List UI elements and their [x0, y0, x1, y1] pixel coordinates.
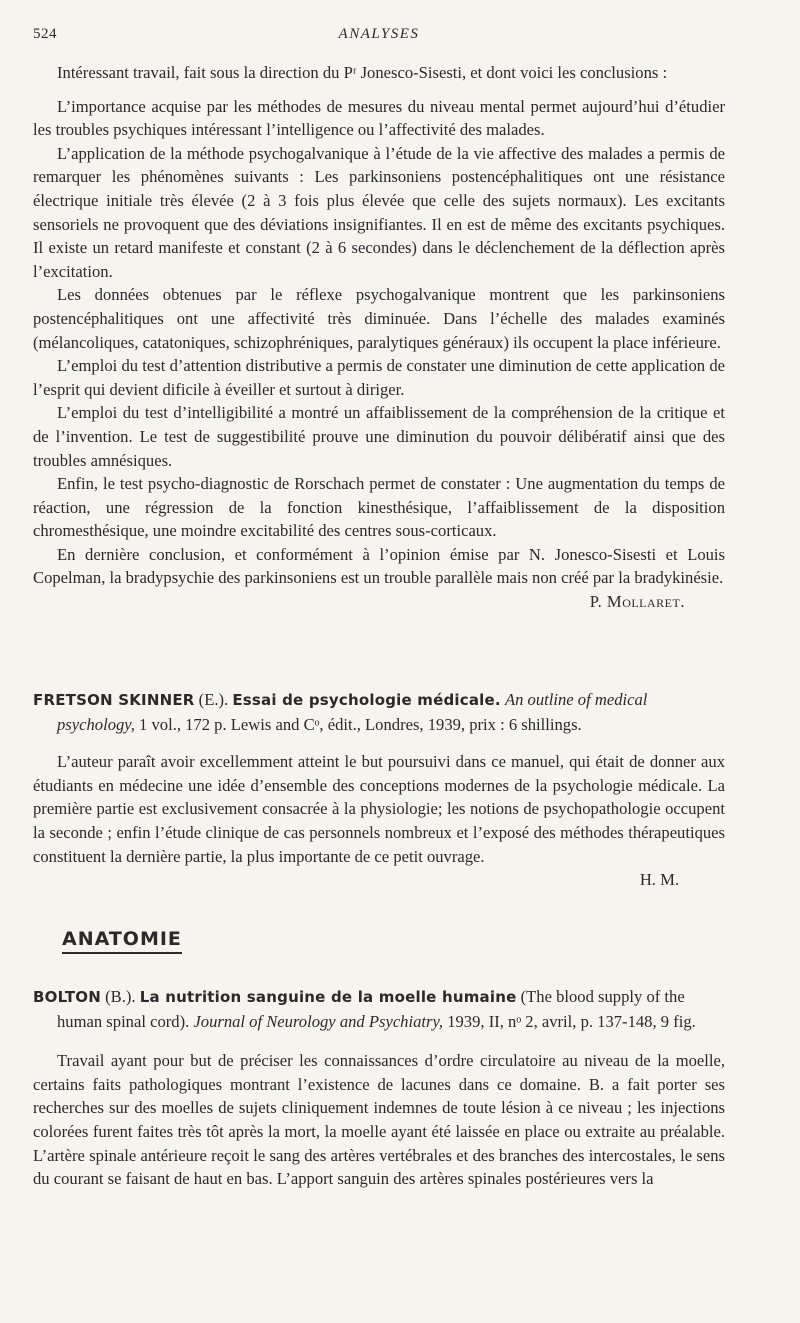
- review-author-initial: (B.).: [101, 987, 140, 1006]
- review-body: L’auteur paraît avoir excellemment atteint le but poursuivi dans ce manuel, qui était de donner aux étudiants en médecine une idée d’ensemble des conceptions modernes de la psychologie médicale. La première partie est exclusivement consacrée à la physiologie; les notions de psychopathologie occupent la seconde ; enfin l’étude clinique de cas personnels nombreux et l’exposé des méthodes thérapeutiques constituent la dernière partie, la plus importante de ce petit ouvrage.: [33, 752, 725, 866]
- review-body: Travail ayant pour but de préciser les connaissances d’ordre circulatoire au niveau de la moelle, certains faits pathologiques montrant l’existence de lacunes dans ce domaine. B. a fait porter ses recherches sur des moelles de sujets cliniquement indemnes de toute lésion à ce niveau ; les injections colorées furent faites très tôt après la mort, la moelle ayant été laissée en place ou extraite au préalable. L’artère spinale antérieure reçoit le sang des artères vertébrales et des branches des intercostales, le sens du courant se faisant de haut en bas. L’apport sanguin des artères spinales postérieures vers la: [33, 1051, 725, 1189]
- review-author: BOLTON: [33, 988, 101, 1006]
- paragraph: L’importance acquise par les méthodes de mesures du niveau mental permet aujourd’hui d’étudier les troubles psychiques intéressant l’intelligence ou l’affectivité des malades.: [33, 96, 725, 140]
- review-details: 1 vol., 172 p. Lewis and Cᵒ, édit., Londres, 1939, prix : 6 shillings.: [134, 714, 582, 734]
- review-title: Essai de psychologie médicale.: [232, 691, 501, 709]
- paragraph: En dernière conclusion, et conformément à l’opinion émise par N. Jonesco-Sisesti et Louis Copelman, la bradypsychie des parkinsoniens est un trouble parallèle mais non créé par la bradykinésie.: [33, 544, 725, 588]
- review-author-initial: (E.).: [194, 690, 233, 709]
- review-citation: [33, 688, 725, 736]
- review-author: FRETSON SKINNER: [33, 691, 195, 709]
- running-title: ANALYSES: [338, 26, 420, 42]
- signature-line: [33, 868, 725, 892]
- review-title: La nutrition sanguine de la moelle humaine: [139, 988, 517, 1006]
- running-header: [33, 26, 725, 46]
- reviewer-signature: H. M.: [639, 870, 679, 890]
- review-citation: [33, 985, 725, 1033]
- paragraph: Enfin, le test psycho-diagnostic de Rorschach permet de constater : Une augmentation du temps de réaction, une régression de la fonction kinesthésique, l’affaiblissement de la disposition chromesthésique, une moindre excitabilité des centres sous-corticaux.: [33, 474, 725, 541]
- paragraph: L’emploi du test d’attention distributive a permis de constater une diminution de cette application de l’esprit qui devient dificile à éveiller et surtout à diriger.: [33, 356, 725, 399]
- reviewer-signature: P. Mollaret.: [589, 592, 685, 612]
- review-original-title: An outline of medical psychology,: [57, 690, 648, 734]
- conclusions-block: [33, 61, 725, 614]
- paragraph: L’emploi du test d’intelligibilité a montré un affaiblissement de la compréhension de la critique et de l’invention. Le test de suggestibilité prouve une diminution du pouvoir délibératif ainsi que des troubles amnésiques.: [33, 403, 725, 470]
- page-number: 524: [33, 26, 57, 42]
- paragraph: Les données obtenues par le réflexe psychogalvanique montrent que les parkinsoniens postencéphalitiques ont une affectivité très diminuée. Dans l’échelle des malades examinés (mélancoliques, catatoniques, schizophréniques, paralytiques généraux) ils occupent la place inférieure.: [33, 285, 725, 352]
- review-fretson-skinner: [33, 688, 725, 892]
- paragraph: Intéressant travail, fait sous la direction du Pʳ Jonesco-Sisesti, et dont voici les conclusions :: [57, 63, 668, 82]
- review-journal: Journal of Neurology and Psychiatry,: [193, 1011, 444, 1031]
- paragraph: L’application de la méthode psychogalvanique à l’étude de la vie affective des malades a permis de remarquer les phénomènes suivants : Les parkinsoniens postencéphalitiques ont une résistance électrique initiale très élevée (2 à 3 fois plus élevée que celle des sujets normaux). Les excitants sensoriels ne provoquent que des déviations insignifiantes. Il en est de même des excitants psychiques. Il existe un retard manifeste et constant (2 à 6 secondes) dans le déclenchement de la déflection après l’excitation.: [33, 143, 725, 281]
- review-bolton: [33, 985, 725, 1191]
- section-heading: ANATOMIE: [62, 928, 182, 954]
- review-original-title: (The blood supply of the human spinal cord).: [57, 987, 685, 1031]
- review-details: 1939, II, nᵒ 2, avril, p. 137-148, 9 fig.: [443, 1011, 696, 1031]
- signature-line: [33, 590, 725, 614]
